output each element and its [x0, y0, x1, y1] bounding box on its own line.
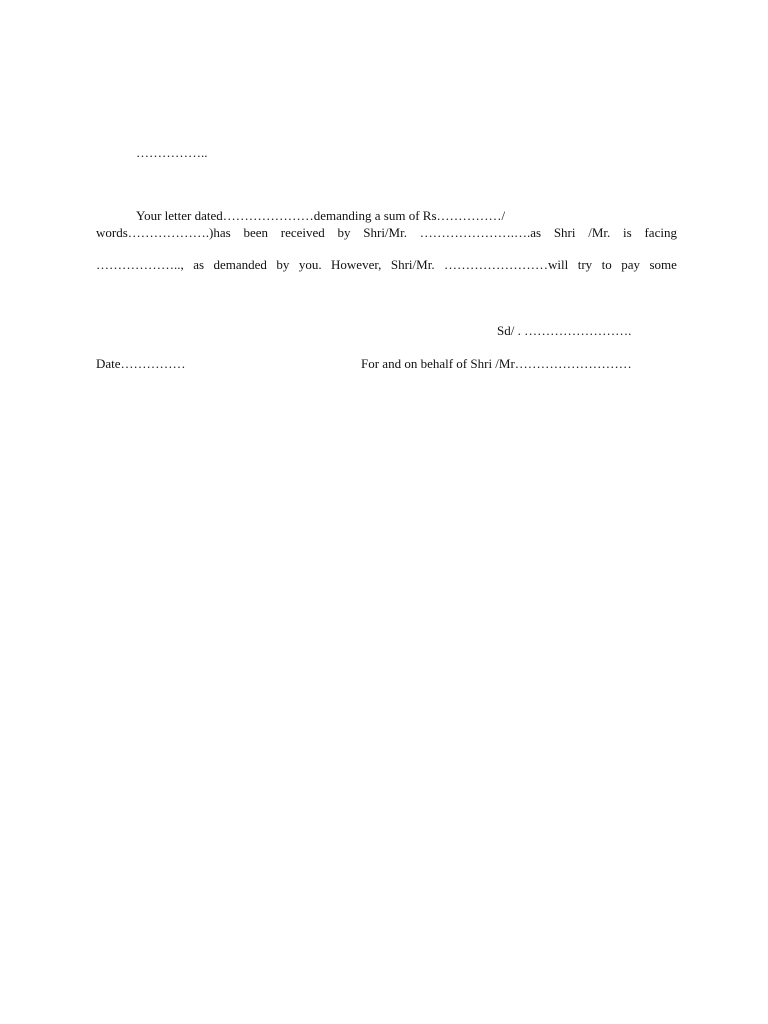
word: ………………….….as: [419, 225, 542, 240]
word: words……………….)has: [96, 225, 231, 240]
word: Shri: [553, 225, 576, 240]
word: received: [280, 225, 325, 240]
word: by: [276, 257, 290, 272]
word: However,: [331, 257, 382, 272]
on-behalf-of-line: For and on behalf of Shri /Mr………………………: [361, 356, 632, 371]
word: try: [577, 257, 593, 272]
word: Shri/Mr.: [390, 257, 435, 272]
word: to: [601, 257, 612, 272]
date-field: Date……………: [96, 356, 186, 371]
word: ………………..,: [96, 257, 184, 272]
word: /Mr.: [588, 225, 611, 240]
word: ……………………will: [444, 257, 569, 272]
word: as: [193, 257, 205, 272]
word: is: [623, 225, 632, 240]
addressee-blank: ……………..: [136, 145, 208, 160]
word: some: [649, 257, 677, 272]
paragraph-line-3: [96, 257, 677, 273]
word: you.: [298, 257, 322, 272]
word: demanded: [213, 257, 267, 272]
word: Shri/Mr.: [363, 225, 407, 240]
signature-line: Sd/ . …………………….: [497, 323, 632, 338]
paragraph-line-1: Your letter dated…………………demanding a sum of Rs……………/: [136, 208, 506, 223]
word: facing: [644, 225, 677, 240]
word: been: [243, 225, 268, 240]
paragraph-line-2: [96, 225, 677, 241]
word: by: [337, 225, 351, 240]
word: pay: [621, 257, 640, 272]
